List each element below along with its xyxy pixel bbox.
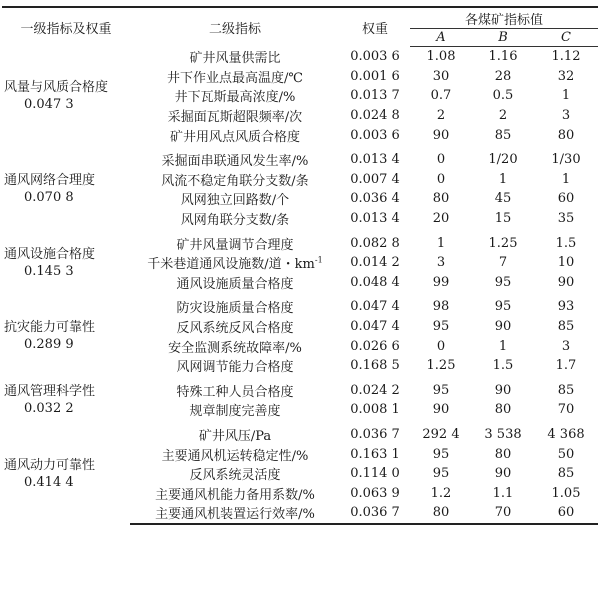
mine-c-value: 90: [557, 274, 575, 290]
ventilation-index-table: [2, 6, 598, 525]
indicator-weight: 0.047 4: [350, 299, 400, 315]
second-level-indicator: [130, 86, 340, 106]
mine-b-value: 0.5: [492, 88, 514, 104]
mine-b-value: 28: [494, 68, 512, 84]
first-level-weight: 0.145 3: [24, 263, 74, 279]
indicator-label: 矿井风压/Pa: [198, 428, 272, 444]
mine-b-value: 1.25: [488, 235, 518, 251]
mine-b-value: 90: [494, 382, 512, 398]
table-row: [2, 145, 598, 170]
mine-b-value: 2: [498, 108, 508, 124]
mine-b-value: 1: [498, 171, 508, 187]
second-level-indicator: [130, 273, 340, 293]
mine-c-value: 85: [557, 319, 575, 335]
table-body: [2, 47, 598, 524]
mine-b-value: 1.5: [492, 358, 514, 374]
second-level-indicator: [130, 106, 340, 126]
first-level-name: 通风管理科学性: [4, 384, 96, 400]
indicator-weight: 0.007 4: [350, 171, 400, 187]
mine-a-value: 0: [436, 152, 446, 168]
header-mine-b: B: [472, 29, 534, 47]
mine-a-value: 0: [436, 171, 446, 187]
mine-c-value: 93: [557, 299, 575, 315]
mine-a-value: 1.2: [430, 485, 452, 501]
second-level-indicator: [130, 253, 340, 273]
indicator-label: 井下瓦斯最高浓度/%: [174, 90, 296, 106]
mine-a-value: 0.7: [430, 88, 452, 104]
indicator-weight: 0.013 4: [350, 152, 400, 168]
mine-c-value: 1.7: [555, 358, 577, 374]
mine-a-value: 95: [432, 382, 450, 398]
mine-a-value: 98: [432, 299, 450, 315]
mine-c-value: 1/30: [551, 152, 581, 168]
indicator-label: 主要通风机运转稳定性/%: [161, 448, 309, 464]
mine-c-value: 3: [561, 338, 571, 354]
first-level-weight: 0.032 2: [24, 401, 74, 417]
mine-b-value: 80: [494, 446, 512, 462]
table-row: [2, 292, 598, 317]
header-mine-values: 各煤矿指标值: [410, 7, 598, 29]
indicator-label: 采掘面串联通风发生率/%: [161, 154, 309, 170]
first-level-weight: 0.070 8: [24, 190, 74, 206]
mine-a-value: 1.08: [426, 49, 456, 65]
mine-b-value: 95: [494, 274, 512, 290]
second-level-indicator: [130, 292, 340, 317]
indicator-weight: 0.082 8: [350, 235, 400, 251]
second-level-indicator: [130, 47, 340, 67]
indicator-label: 井下作业点最高温度/℃: [167, 70, 303, 86]
mine-b-value: 90: [494, 319, 512, 335]
mine-c-value: 1.05: [551, 485, 581, 501]
table-row: [2, 228, 598, 253]
header-weight: 权重: [340, 7, 410, 47]
indicator-label: 反风系统灵活度: [189, 468, 281, 484]
header-mine-a: A: [410, 29, 472, 47]
indicator-label: 通风设施质量合格度: [176, 276, 294, 292]
mine-a-value: 3: [436, 255, 446, 271]
indicator-label: 千米巷道通风设施数/道・km: [147, 257, 315, 273]
first-level-indicator: [2, 420, 130, 524]
indicator-weight: 0.163 1: [350, 446, 400, 462]
mine-a-value: 1: [436, 235, 446, 251]
indicator-weight: 0.001 6: [350, 68, 400, 84]
indicator-label: 矿井风量调节合理度: [176, 237, 294, 253]
indicator-label: 风流不稳定角联分支数/条: [161, 173, 309, 189]
mine-b-value: 45: [494, 191, 512, 207]
second-level-indicator: [130, 317, 340, 337]
mine-a-value: 80: [432, 191, 450, 207]
mine-a-value: 99: [432, 274, 450, 290]
header-second-level: 二级指标: [130, 7, 340, 47]
indicator-label: 采掘面瓦斯超限频率/次: [167, 110, 303, 126]
indicator-weight: 0.114 0: [350, 466, 400, 482]
mine-a-value: 292 4: [422, 426, 460, 442]
second-level-indicator: [130, 145, 340, 170]
indicator-label: 风网独立回路数/个: [180, 193, 290, 209]
mine-c-value: 70: [557, 402, 575, 418]
header-mine-c: C: [534, 29, 598, 47]
mine-c-value: 35: [557, 211, 575, 227]
indicator-label: 防灾设施质量合格度: [176, 301, 294, 317]
mine-a-value: 90: [432, 127, 450, 143]
table-row: [2, 376, 598, 401]
mine-c-value: 85: [557, 466, 575, 482]
first-level-name: 风量与风质合格度: [4, 79, 109, 95]
indicator-weight: 0.003 6: [350, 49, 400, 65]
indicator-weight: 0.036 7: [350, 426, 400, 442]
mine-a-value: 1.25: [426, 358, 456, 374]
first-level-weight: 0.047 3: [24, 96, 74, 112]
indicator-weight: 0.036 7: [340, 503, 410, 524]
indicator-weight: 0.024 8: [350, 108, 400, 124]
mine-c-value: 1.5: [555, 235, 577, 251]
first-level-name: 抗灾能力可靠性: [4, 320, 96, 336]
second-level-indicator: [130, 376, 340, 401]
second-level-indicator: [130, 503, 340, 524]
indicator-weight: 0.003 6: [350, 127, 400, 143]
header-first-level: 一级指标及权重: [2, 7, 130, 47]
indicator-label: 矿井用风点风质合格度: [169, 129, 300, 145]
second-level-indicator: [130, 464, 340, 484]
mine-c-value: 4 368: [547, 426, 585, 442]
indicator-label: 安全监测系统故障率/%: [168, 340, 302, 356]
first-level-indicator: [2, 228, 130, 292]
indicator-weight: 0.008 1: [350, 402, 400, 418]
second-level-indicator: [130, 209, 340, 229]
mine-c-value: 10: [557, 255, 575, 271]
indicator-weight: 0.024 2: [350, 382, 400, 398]
table-row: [2, 420, 598, 445]
mine-b-value: 1.16: [488, 49, 518, 65]
mine-b-value: 7: [498, 255, 508, 271]
indicator-label: 矿井风量供需比: [189, 51, 281, 67]
mine-c-value: 1: [561, 171, 571, 187]
first-level-indicator: [2, 292, 130, 375]
mine-c-value: 85: [557, 382, 575, 398]
mine-c-value: 80: [557, 127, 575, 143]
indicator-weight: 0.047 4: [350, 319, 400, 335]
mine-a-value: 95: [432, 446, 450, 462]
mine-c-value: 32: [557, 68, 575, 84]
first-level-indicator: [2, 47, 130, 145]
second-level-indicator: [130, 67, 340, 87]
mine-b-value: 1/20: [488, 152, 518, 168]
mine-a-value: 95: [432, 319, 450, 335]
mine-a-value: 0: [436, 338, 446, 354]
mine-a-value: 95: [432, 466, 450, 482]
mine-b-value: 85: [494, 127, 512, 143]
first-level-weight: 0.289 9: [24, 337, 74, 353]
indicator-weight: 0.063 9: [350, 485, 400, 501]
mine-b-value: 1.1: [492, 485, 514, 501]
second-level-indicator: [130, 189, 340, 209]
second-level-indicator: [130, 336, 340, 356]
indicator-weight: 0.013 7: [350, 88, 400, 104]
mine-c-value: 60: [534, 503, 598, 524]
mine-c-value: 50: [557, 446, 575, 462]
indicator-label: 主要通风机能力备用系数/%: [155, 487, 315, 503]
second-level-indicator: [130, 125, 340, 145]
indicator-label: 风网调节能力合格度: [176, 360, 294, 376]
indicator-weight: 0.036 4: [350, 191, 400, 207]
first-level-name: 通风网络合理度: [4, 173, 96, 189]
second-level-indicator: [130, 170, 340, 190]
indicator-weight: 0.168 5: [350, 358, 400, 374]
indicator-label: 主要通风机装置运行效率/%: [155, 507, 315, 523]
mine-b-value: 1: [498, 338, 508, 354]
table-row: [2, 47, 598, 67]
second-level-indicator: [130, 444, 340, 464]
mine-b-value: 3 538: [484, 426, 522, 442]
second-level-indicator: [130, 400, 340, 420]
first-level-name: 通风动力可靠性: [4, 458, 96, 474]
first-level-indicator: [2, 145, 130, 228]
first-level-indicator: [2, 376, 130, 420]
mine-a-value: 90: [432, 402, 450, 418]
first-level-weight: 0.414 4: [24, 475, 74, 491]
indicator-label: 风网角联分支数/条: [180, 213, 290, 229]
mine-a-value: 2: [436, 108, 446, 124]
mine-c-value: 60: [557, 191, 575, 207]
indicator-weight: 0.026 6: [350, 338, 400, 354]
indicator-weight: 0.013 4: [350, 211, 400, 227]
indicator-unit-exponent: -1: [314, 255, 323, 265]
mine-c-value: 3: [561, 108, 571, 124]
second-level-indicator: [130, 483, 340, 503]
mine-a-value: 30: [432, 68, 450, 84]
second-level-indicator: [130, 356, 340, 376]
mine-a-value: 80: [410, 503, 472, 524]
mine-b-value: 15: [494, 211, 512, 227]
indicator-weight: 0.048 4: [350, 274, 400, 290]
mine-b-value: 90: [494, 466, 512, 482]
mine-b-value: 80: [494, 402, 512, 418]
mine-b-value: 70: [472, 503, 534, 524]
mine-a-value: 20: [432, 211, 450, 227]
indicator-label: 特殊工种人员合格度: [176, 384, 294, 400]
mine-c-value: 1: [561, 88, 571, 104]
second-level-indicator: [130, 420, 340, 445]
first-level-name: 通风设施合格度: [4, 246, 96, 262]
indicator-label: 规章制度完善度: [189, 404, 281, 420]
indicator-weight: 0.014 2: [350, 255, 400, 271]
mine-c-value: 1.12: [551, 49, 581, 65]
mine-b-value: 95: [494, 299, 512, 315]
indicator-label: 反风系统反风合格度: [176, 321, 294, 337]
second-level-indicator: [130, 228, 340, 253]
